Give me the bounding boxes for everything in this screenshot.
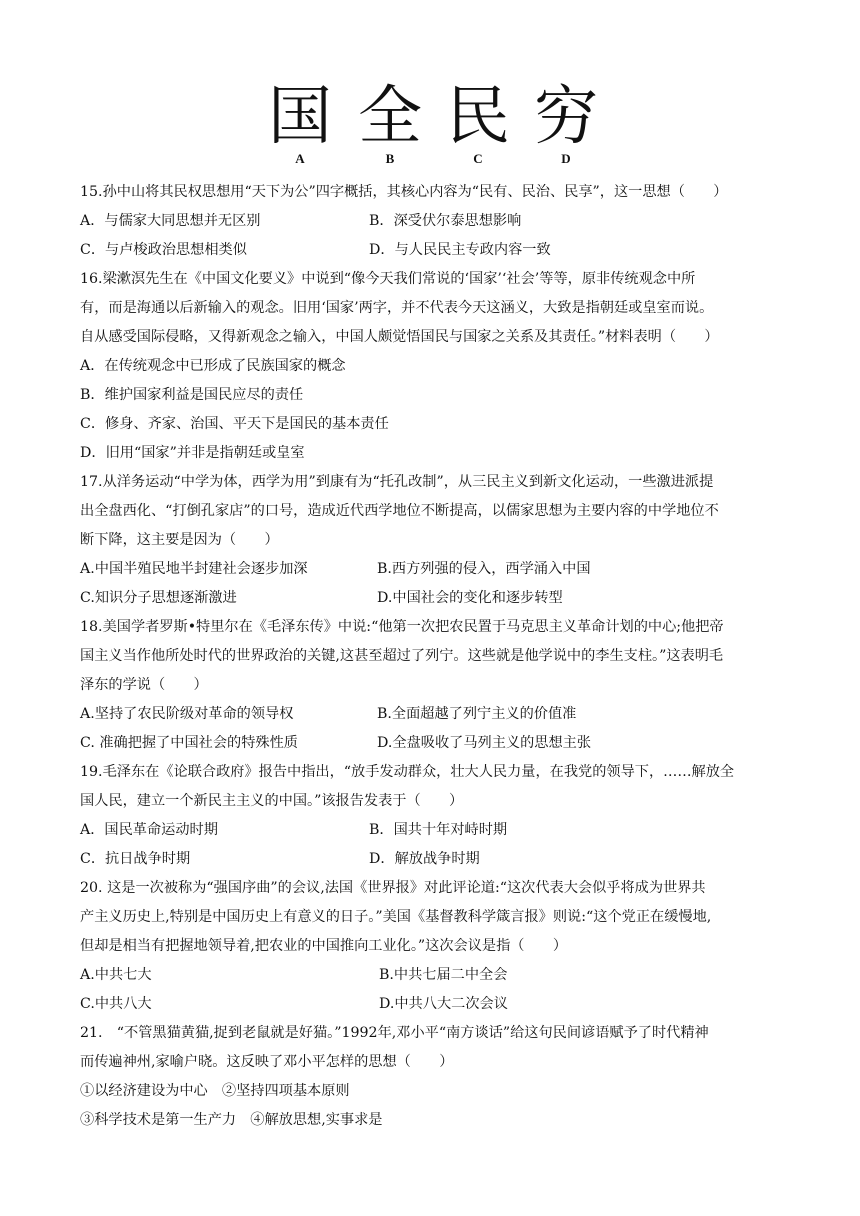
option-b: B.全面超越了列宁主义的价值准 <box>377 706 577 722</box>
option-b: B.中共七届二中全会 <box>379 967 508 983</box>
question-stem: 出全盘西化、“打倒孔家店”的口号，造成近代西学地位不断提高，以儒家思想为主要内容的中学地位不 <box>80 503 719 519</box>
glyph-char: 民 <box>446 80 510 154</box>
question-16 <box>80 265 792 468</box>
question-stem: 国主义当作他所处时代的世界政治的关键,这甚至超过了列宁。这些就是他学说中的李生支柱。”这表明毛 <box>80 648 724 664</box>
question-stem: 16.梁漱溟先生在《中国文化要义》中说到“像今天我们常说的‘国家’‘社会’等等，原非传统观念中所 <box>80 271 696 287</box>
option-c: C．修身、齐家、治国、平天下是国民的基本责任 <box>80 416 389 432</box>
option-a: A．国民革命运动时期 <box>80 822 218 838</box>
option-row <box>80 990 792 1019</box>
option-c: C. 准确把握了中国社会的特殊性质 <box>80 735 298 751</box>
glyph-char: 穷 <box>534 80 598 154</box>
glyph-label: D <box>561 151 571 166</box>
option-d: D．解放战争时期 <box>369 851 480 867</box>
glyph-label: A <box>295 151 305 166</box>
option-row <box>80 961 792 990</box>
question-stem: 21. “不管黑猫黄猫,捉到老鼠就是好猫。”1992年,邓小平“南方谈话”给这句民间谚语赋予了时代精神 <box>80 1025 709 1041</box>
glyph-d <box>528 82 604 166</box>
option-c: C．与卢梭政治思想相类似 <box>80 242 247 258</box>
question-17 <box>80 468 792 613</box>
question-stem: 断下降，这主要是因为（ ） <box>80 532 279 548</box>
option-b: B.西方列强的侵入，西学涌入中国 <box>377 561 591 577</box>
question-stem: 自从感受国际侵略，又得新观念之输入，中国人颇觉悟国民与国家之关系及其责任。”材料表明（ ） <box>80 329 719 345</box>
option-row <box>80 845 792 874</box>
question-stem: 但却是相当有把握地领导着,把农业的中国推向工业化。”这次会议是指（ ） <box>80 938 568 954</box>
question-stem: 而传遍神州,家喻户晓。这反映了邓小平怎样的思想（ ） <box>80 1054 454 1070</box>
question-20 <box>80 874 792 1019</box>
option-a: A．在传统观念中已形成了民族国家的概念 <box>80 358 346 374</box>
question-18 <box>80 613 792 758</box>
option-d: D.中国社会的变化和逐步转型 <box>377 590 563 606</box>
question-stem: 17.从洋务运动“中学为体，西学为用”到康有为“托孔改制”，从三民主义到新文化运动，一些激进派提 <box>80 474 714 490</box>
question-stem: 15.孙中山将其民权思想用“天下为公”四字概括，其核心内容为“民有、民治、民享”，这一思想（ ） <box>80 184 728 200</box>
glyph-c <box>440 82 516 166</box>
question-21 <box>80 1019 792 1135</box>
question-stem: 产主义历史上,特别是中国历史上有意义的日子。”美国《基督教科学箴言报》则说:“这个党正在缓慢地, <box>80 909 712 925</box>
option-c: C．抗日战争时期 <box>80 851 191 867</box>
glyph-char: 国 <box>268 80 332 154</box>
question-19 <box>80 758 792 874</box>
statement-row: ③科学技术是第一生产力 ④解放思想,实事求是 <box>80 1112 383 1128</box>
option-row <box>80 555 792 584</box>
option-row <box>80 236 792 265</box>
option-a: A.坚持了农民阶级对革命的领导权 <box>80 706 294 722</box>
option-d: D.中共八大二次会议 <box>379 996 508 1012</box>
option-row <box>80 729 792 758</box>
option-row <box>80 816 792 845</box>
option-b: B．维护国家利益是国民应尽的责任 <box>80 387 304 403</box>
glyph-label: B <box>385 151 395 166</box>
glyph-char: 全 <box>358 80 422 154</box>
question-stem: 19.毛泽东在《论联合政府》报告中指出，“放手发动群众，壮大人民力量，在我党的领导下，……解放全 <box>80 764 735 780</box>
option-c: C.中共八大 <box>80 996 152 1012</box>
question-stem: 泽东的学说（ ） <box>80 677 208 693</box>
question-stem: 18.美国学者罗斯•特里尔在《毛泽东传》中说:“他第一次把农民置于马克思主义革命计划的中心;他把帝 <box>80 619 724 635</box>
glyph-label: C <box>473 151 483 166</box>
question-15 <box>80 178 792 265</box>
option-d: D．与人民民主专政内容一致 <box>369 242 551 258</box>
question-stem: 有，而是海通以后新输入的观念。旧用‘国家’两字，并不代表今天这涵义，大致是指朝廷或皇室而说。 <box>80 300 714 316</box>
option-row <box>80 207 792 236</box>
option-b: B．深受伏尔泰思想影响 <box>369 213 522 229</box>
option-a: A.中国半殖民地半封建社会逐步加深 <box>80 561 308 577</box>
glyph-a <box>262 82 338 166</box>
question-list <box>80 178 792 1135</box>
option-d: D.全盘吸收了马列主义的思想主张 <box>377 735 592 751</box>
option-c: C.知识分子思想逐渐激进 <box>80 590 237 606</box>
option-row <box>80 584 792 613</box>
character-figure <box>262 82 608 168</box>
option-a: A.中共七大 <box>80 967 152 983</box>
option-row <box>80 700 792 729</box>
option-b: B．国共十年对峙时期 <box>369 822 508 838</box>
glyph-b <box>352 82 428 166</box>
option-a: A．与儒家大同思想并无区别 <box>80 213 261 229</box>
option-d: D．旧用“国家”并非是指朝廷或皇室 <box>80 445 305 461</box>
question-stem: 国人民，建立一个新民主主义的中国。”该报告发表于（ ） <box>80 793 464 809</box>
question-stem: 20. 这是一次被称为“强国序曲”的会议,法国《世界报》对此评论道:“这次代表大会似乎将成为世界共 <box>80 880 706 896</box>
statement-row: ①以经济建设为中心 ②坚持四项基本原则 <box>80 1083 350 1099</box>
